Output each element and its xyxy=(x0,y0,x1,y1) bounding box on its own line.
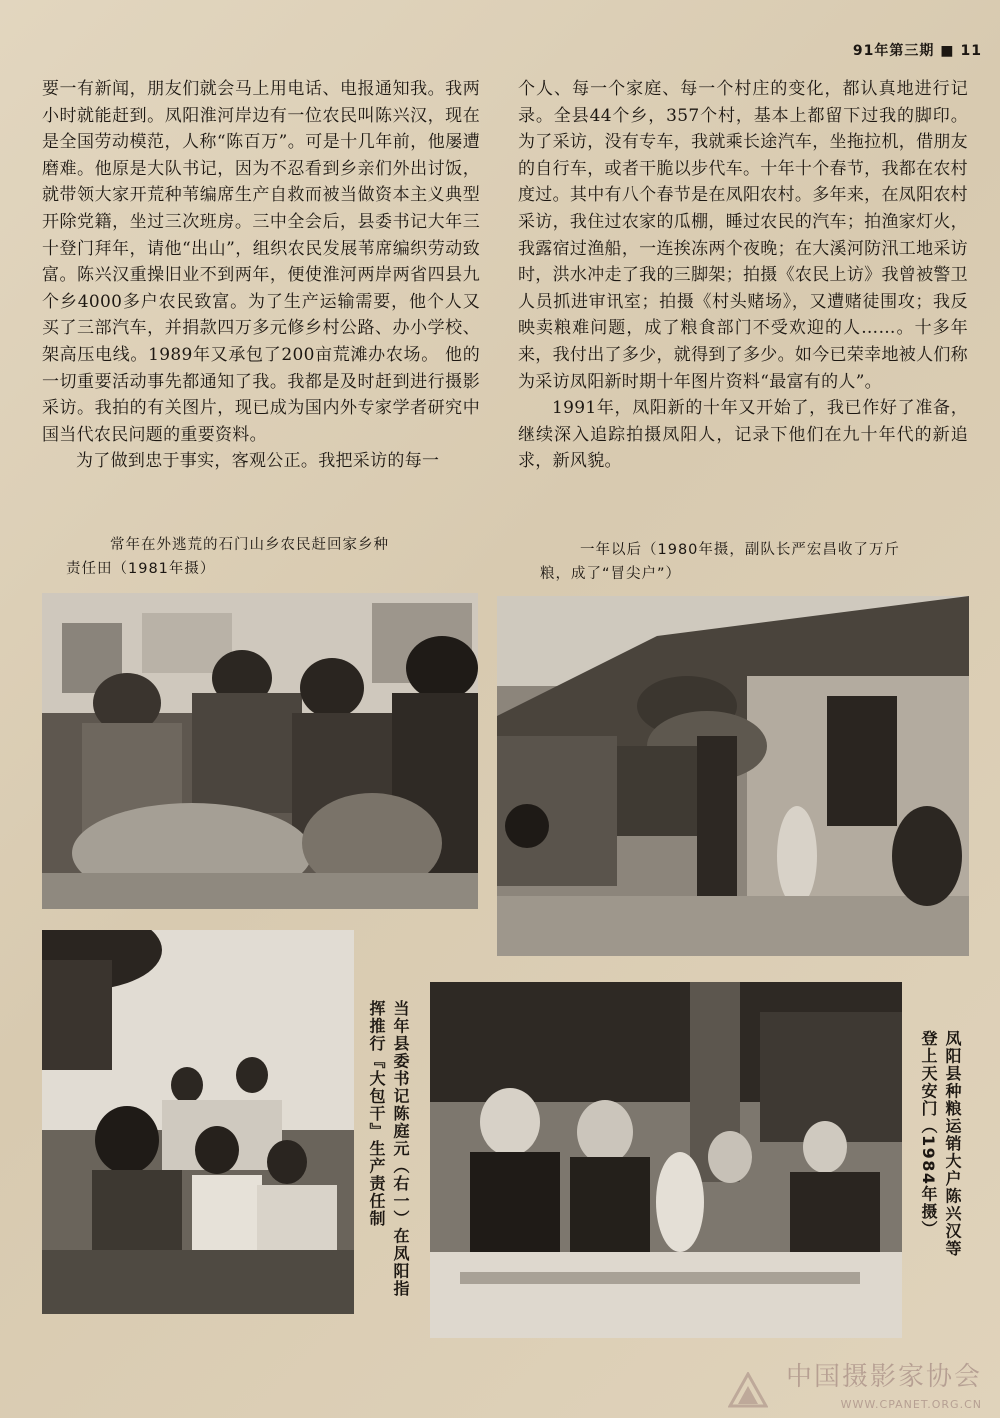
photo-grain-cart xyxy=(497,596,969,956)
watermark-text: 中国摄影家协会 xyxy=(785,1362,982,1392)
photo3-caption xyxy=(364,1000,412,1300)
photo-county-secretary xyxy=(42,930,354,1314)
photo4-caption xyxy=(916,1030,964,1330)
right-text-column xyxy=(518,76,968,475)
cpa-logo-icon xyxy=(728,1372,768,1408)
photo2-caption-line1: 一年以后（1980年摄，副队长严宏昌收了万斤 xyxy=(580,542,900,558)
left-paragraph-1: 要一有新闻，朋友们就会马上用电话、电报通知我。我两小时就能赶到。凤阳淮河岸边有一位农民叫陈兴汉，现在是全国劳动模范，人称“陈百万”。可是十几年前，他屡遭磨难。他原是大队书记，因为不忍看到乡亲们外出讨饭，就带领大家开荒种苇编席生产自救而被当做资本主义典型开除党籍，坐过三次班房。三中全会后，县委书记大年三十登门拜年，请他“出山”，组织农民发展苇席编织劳动致富。陈兴汉重操旧业不到两年，便使淮河两岸两省四县九个乡4000多户农民致富。为了生产运输需要，他个人又买了三部汽车，并捐款四万多元修乡村公路、办小学校、架高压电线。1989年又承包了200亩荒滩办农场。 他的一切重要活动事先都通知了我。我都是及时赶到进行摄影采访。我拍的有关图片，现已成为国内外专家学者研究中国当代农民问题的重要资料。 xyxy=(42,79,480,445)
watermark-url: WWW.CPANET.ORG.CN xyxy=(840,1398,982,1411)
photo3-caption-col1: 当年县委书记陈庭元（右一）在凤阳指 xyxy=(391,1000,410,1298)
right-paragraph-2: 1991年，凤阳新的十年又开始了，我已作好了准备，继续深入追踪拍摄凤阳人，记录下他们在九十年代的新追求，新风貌。 xyxy=(518,398,968,472)
photo1-caption xyxy=(66,533,486,581)
photo-farmers-returning xyxy=(42,593,478,909)
photo4-caption-col2: 登上天安门（1984年摄） xyxy=(919,1030,938,1239)
right-paragraph-1: 个人、每一个家庭、每一个村庄的变化，都认真地进行记录。全县44个乡，357个村，基本上都留下过我的脚印。为了采访，没有专车，我就乘长途汽车，坐拖拉机，借朋友的自行车，或者干脆以步代车。十年十个春节，我都在农村度过。其中有八个春节是在凤阳农村。多年来，在凤阳农村采访，我住过农家的瓜棚，睡过农民的汽车；拍渔家灯火，我露宿过渔船，一连挨冻两个夜晚；在大溪河防汛工地采访时，洪水冲走了我的三脚架；拍摄《农民上访》我曾被警卫人员抓进审讯室；拍摄《村头赌场》，又遭赌徒围攻；我反映卖粮难问题，成了粮食部门不受欢迎的人……。十多年来，我付出了多少，就得到了多少。如今已荣幸地被人们称为采访凤阳新时期十年图片资料“最富有的人”。 xyxy=(518,79,968,392)
watermark xyxy=(786,1356,982,1412)
photo2-caption xyxy=(540,538,960,586)
page-number: 11 xyxy=(960,43,982,59)
photo1-caption-line2: 责任田（1981年摄） xyxy=(66,561,216,577)
photo3-caption-col2: 挥推行『大包干』生产责任制 xyxy=(367,1000,386,1228)
photo-tiananmen xyxy=(430,982,902,1338)
photo1-caption-line1: 常年在外逃荒的石门山乡农民赶回家乡种 xyxy=(110,537,389,553)
photo2-caption-line2: 粮，成了“冒尖户”） xyxy=(540,566,682,582)
left-paragraph-2: 为了做到忠于事实，客观公正。我把采访的每一 xyxy=(76,451,440,472)
photo4-caption-col1: 凤阳县种粮运销大户陈兴汉等 xyxy=(943,1030,962,1258)
issue-label: 91年第三期 xyxy=(852,43,935,59)
page-number-marker: ■ xyxy=(940,43,955,59)
page-header xyxy=(853,40,982,60)
left-text-column xyxy=(42,76,480,475)
